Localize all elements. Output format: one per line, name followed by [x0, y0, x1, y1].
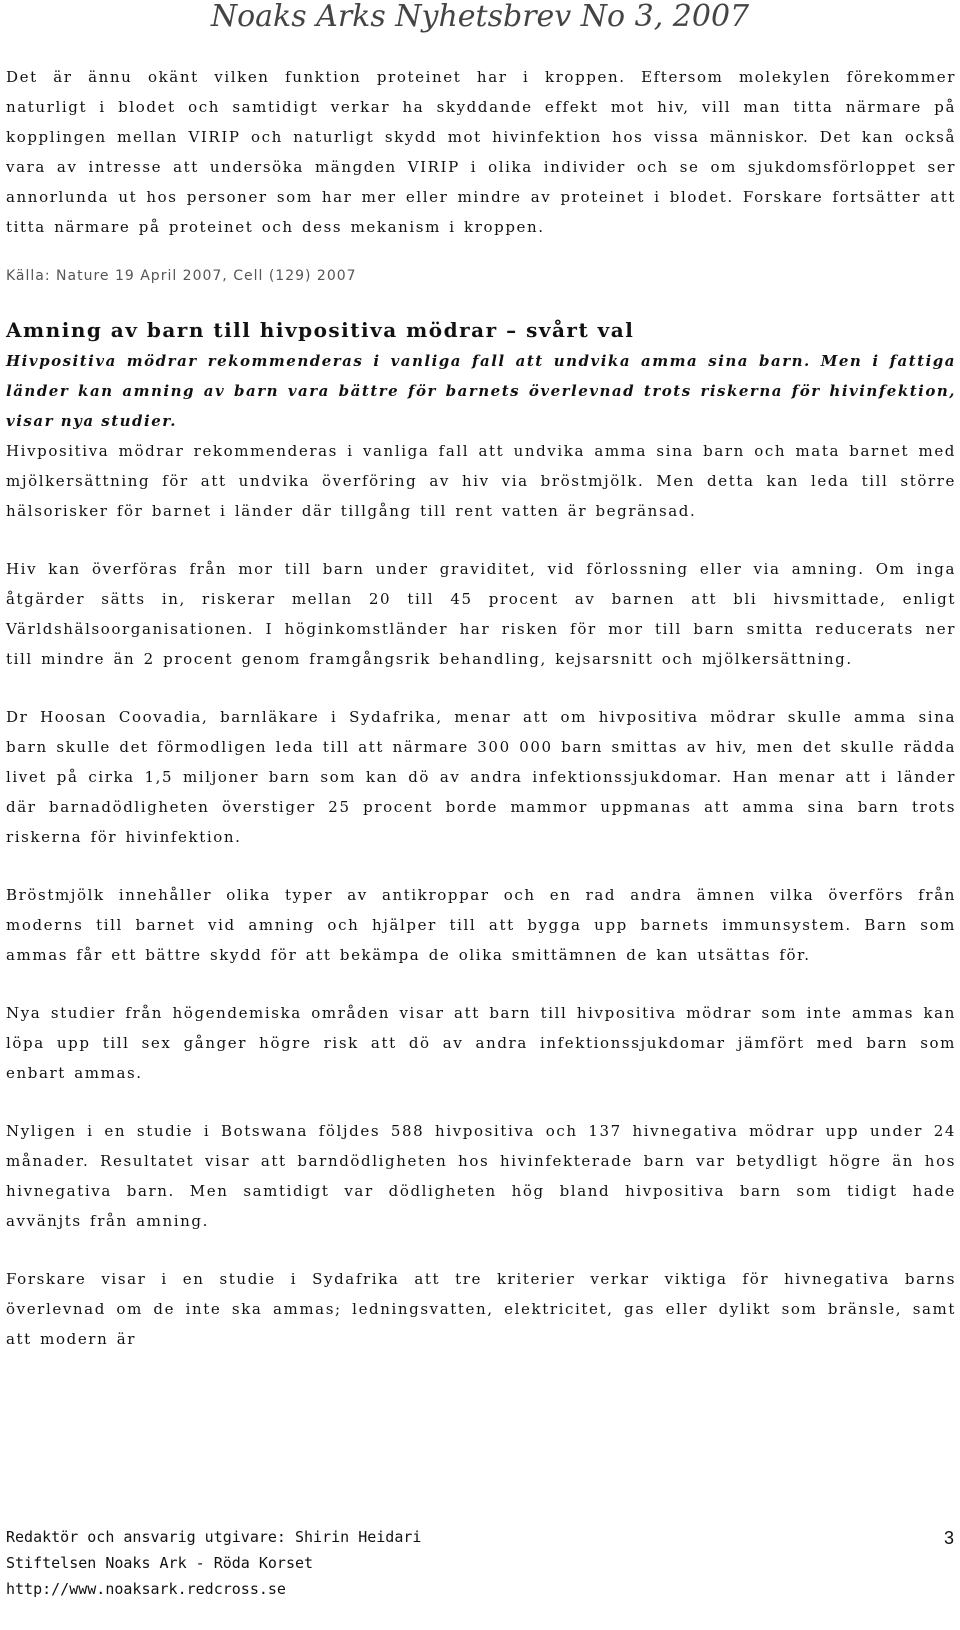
footer-organization: Stiftelsen Noaks Ark - Röda Korset [6, 1554, 314, 1572]
article-paragraph: Bröstmjölk innehåller olika typer av antikroppar och en rad andra ämnen vilka överförs från moderns till barnet vid amning och hjälper till att bygga upp barnets immunsystem. Barn som ammas får ett bättre skydd för att bekämpa de olika smittämnen de kan utsättas för. [6, 886, 956, 964]
page-content [6, 62, 956, 1354]
page-title: Noaks Arks Nyhetsbrev No 3, 2007 [210, 0, 750, 34]
footer-editor: Redaktör och ansvarig utgivare: Shirin Heidari [6, 1528, 422, 1546]
article-paragraph: Forskare visar i en studie i Sydafrika att tre kriterier verkar viktiga för hivnegativa barns överlevnad om de inte ska ammas; ledningsvatten, elektricitet, gas eller dylikt som bränsle, samt att modern är [6, 1270, 956, 1348]
article-lead: Hivpositiva mödrar rekommenderas i vanliga fall att undvika amma sina barn. Men i fattiga länder kan amning av barn vara bättre för barnets överlevnad trots riskerna för hivinfektion, visar nya studier. [6, 352, 956, 430]
intro-paragraph: Det är ännu okänt vilken funktion proteinet har i kroppen. Eftersom molekylen förekommer naturligt i blodet och samtidigt verkar ha skyddande effekt mot hiv, vill man titta närmare på kopplingen mellan VIRIP och naturligt skydd mot hivinfektion hos vissa människor. Det kan också vara av intresse att undersöka mängden VIRIP i olika individer och se om sjukdomsförloppet ser annorlunda ut hos personer som har mer eller mindre av proteinet i blodet. Forskare fortsätter att titta närmare på proteinet och dess mekanism i kroppen. [6, 68, 956, 236]
article-paragraph: Hivpositiva mödrar rekommenderas i vanliga fall att undvika amma sina barn och mata barnet med mjölkersättning för att undvika överföring av hiv via bröstmjölk. Men detta kan leda till större hälsorisker för barnet i länder där tillgång till rent vatten är begränsad. [6, 442, 956, 520]
page-number: 3 [943, 1528, 954, 1548]
source-citation: Källa: Nature 19 April 2007, Cell (129) 2007 [6, 268, 357, 284]
article-paragraph: Nya studier från högendemiska områden visar att barn till hivpositiva mödrar som inte ammas kan löpa upp till sex gånger högre risk att dö av andra infektionssjukdomar jämfört med barn som enbart ammas. [6, 1004, 956, 1082]
page-footer [6, 1524, 956, 1602]
article-paragraph: Nyligen i en studie i Botswana följdes 588 hivpositiva och 137 hivnegativa mödrar upp under 24 månader. Resultatet visar att barndödligheten hos hivinfekterade barn var betydligt högre än hos hivnegativa barn. Men samtidigt var dödligheten hög bland hivpositiva barn som tidigt hade avvänjts från amning. [6, 1122, 956, 1230]
article-paragraph: Dr Hoosan Coovadia, barnläkare i Sydafrika, menar att om hivpositiva mödrar skulle amma sina barn skulle det förmodligen leda till att närmare 300 000 barn smittas av hiv, men det skulle rädda livet på cirka 1,5 miljoner barn som kan dö av andra infektionssjukdomar. Han menar att i länder där barnadödligheten överstiger 25 procent borde mammor uppmanas att amma sina barn trots riskerna för hivinfektion. [6, 708, 956, 846]
footer-url-link[interactable]: http://www.noaksark.redcross.se [6, 1580, 286, 1598]
article-paragraph: Hiv kan överföras från mor till barn under graviditet, vid förlossning eller via amning. Om inga åtgärder sätts in, riskerar mellan 20 till 45 procent av barnen att bli hivsmittade, enligt Världshälsoorganisationen. I höginkomstländer har risken för mor till barn smitta reducerats ner till mindre än 2 procent genom framgångsrik behandling, kejsarsnitt och mjölkersättning. [6, 560, 956, 668]
article-heading: Amning av barn till hivpositiva mödrar – svårt val [6, 318, 635, 342]
